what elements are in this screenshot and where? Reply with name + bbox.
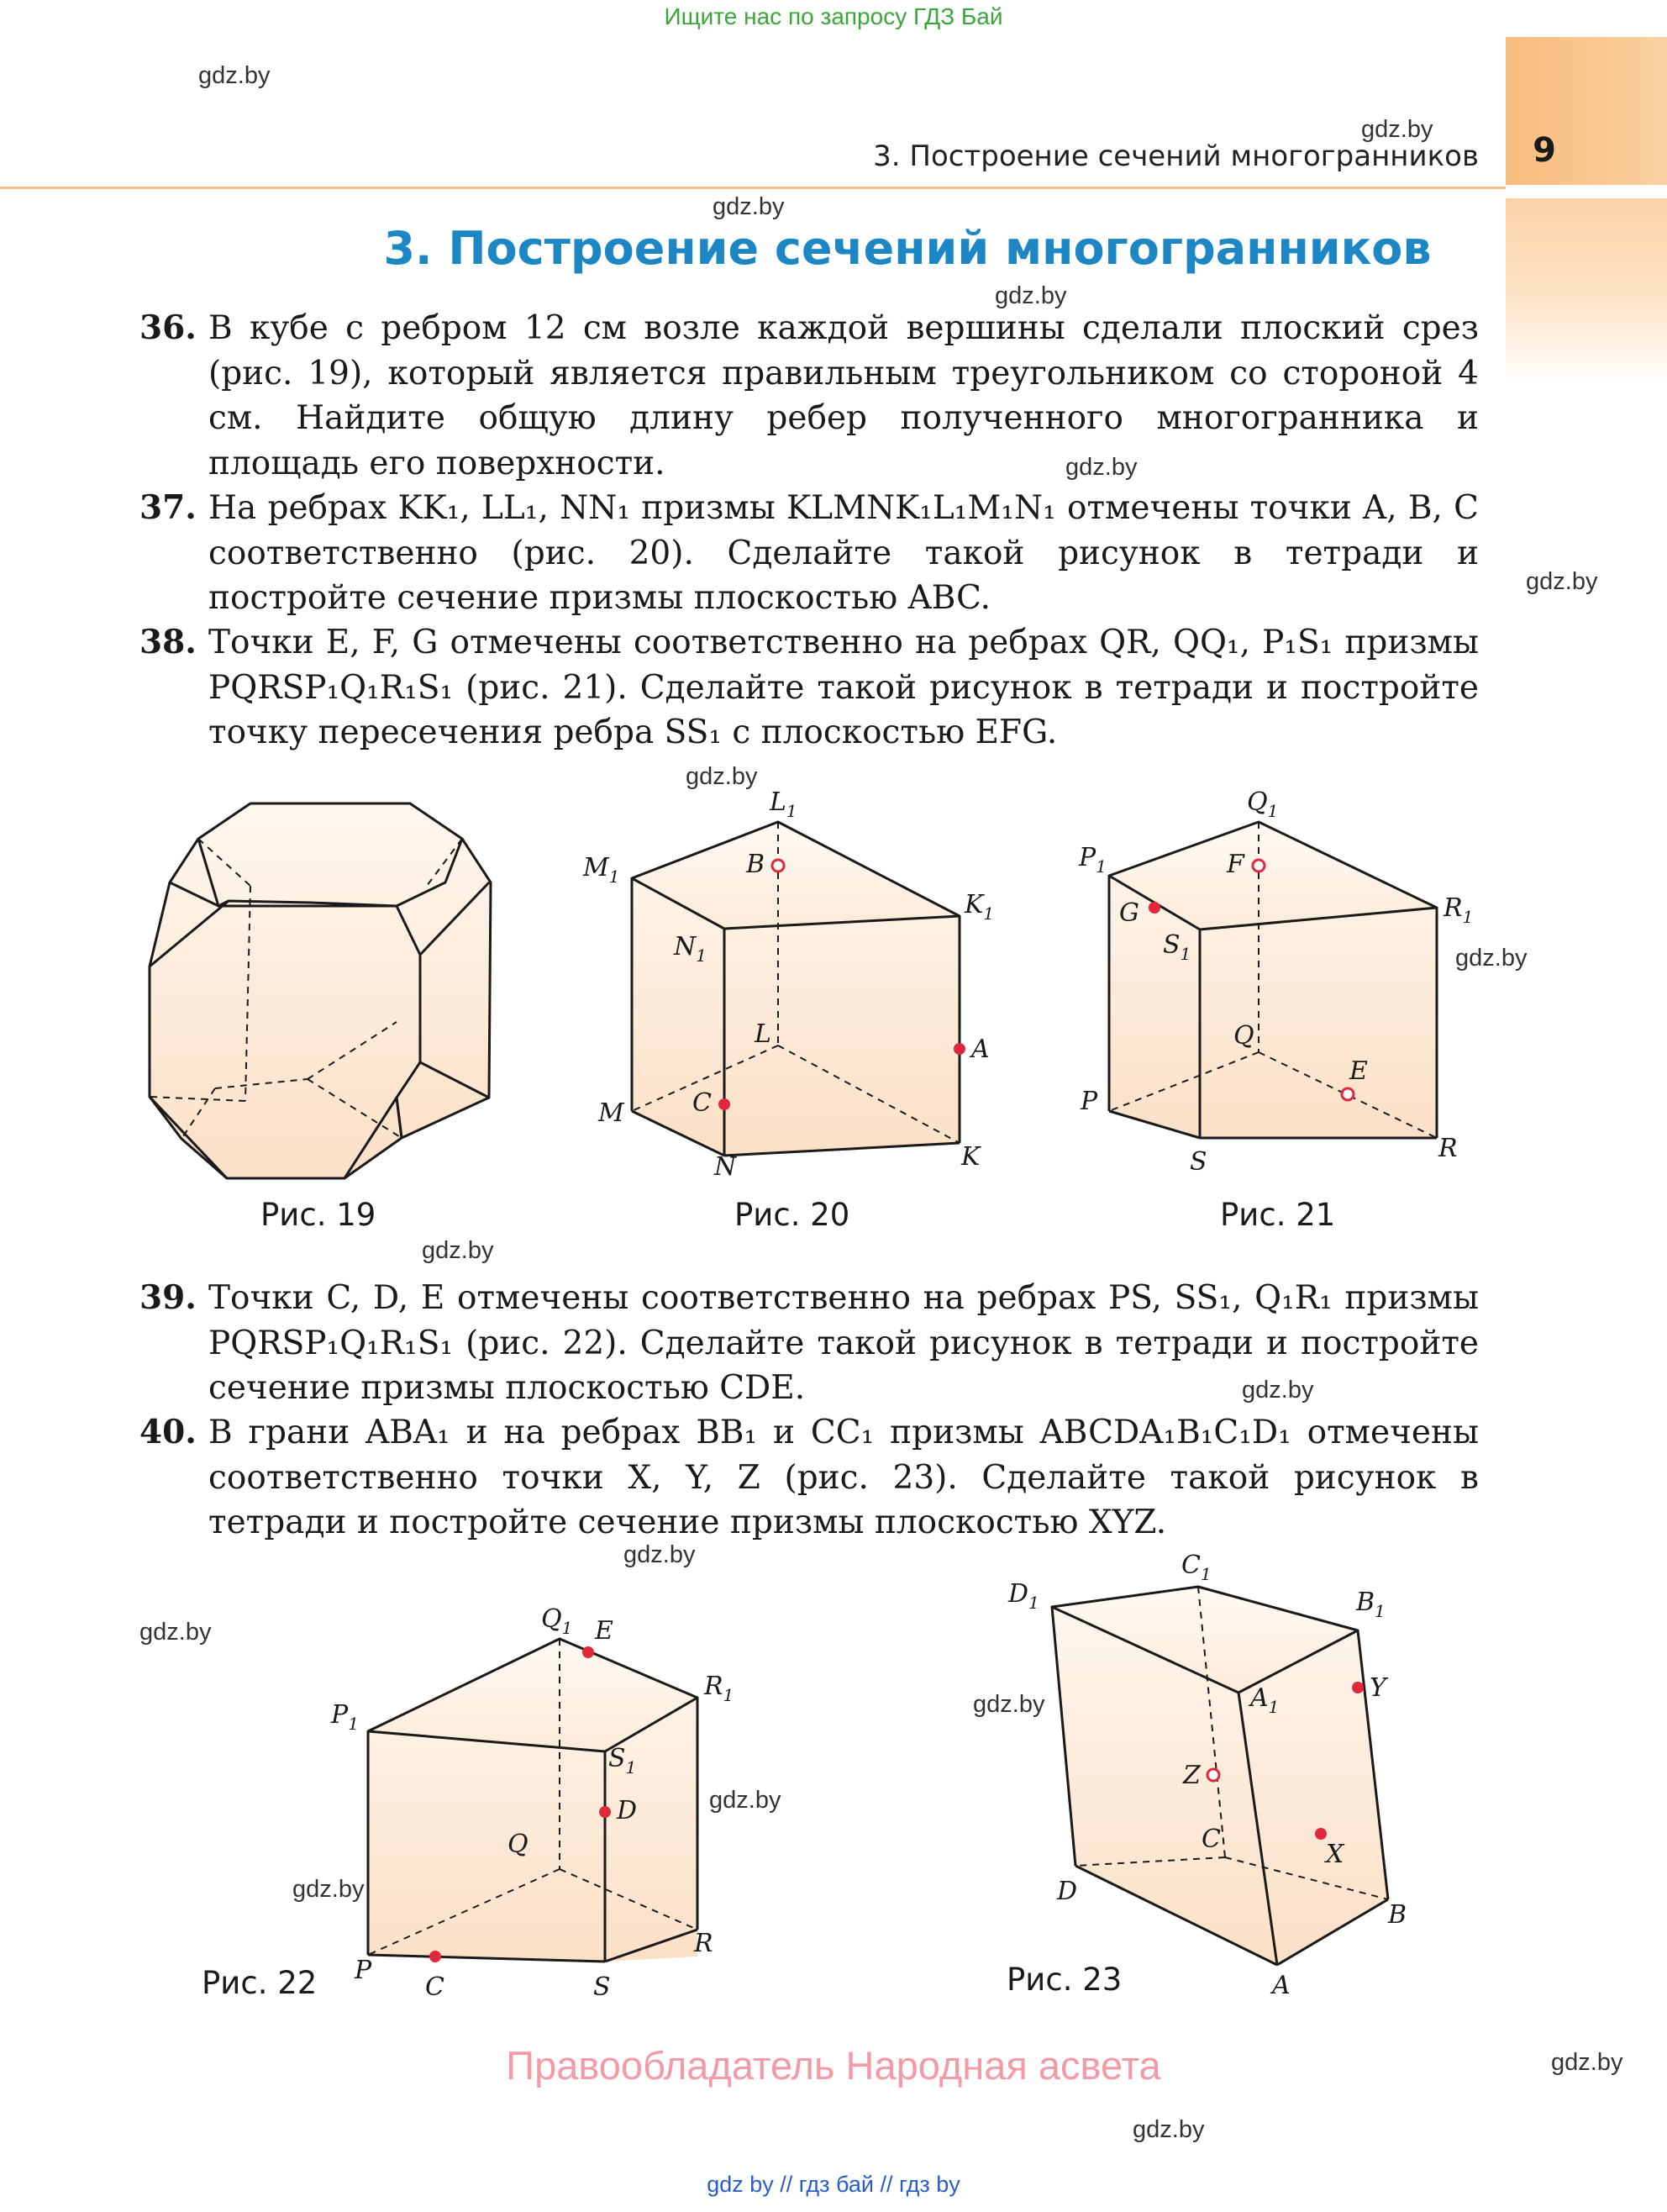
problem-text: На ребрах KK₁, LL₁, NN₁ призмы KLMNK₁L₁M₁N₁ отмечены точки A, B, C соответственно (рис. 20). Сделайте такой рисунок в тетради и постройте сечение призмы плоскостью ABC.: [208, 489, 1479, 617]
point-b: [772, 860, 784, 872]
problem-40: [139, 1410, 1479, 1546]
label-c: C: [692, 1088, 712, 1118]
watermark: gdz.by: [198, 62, 271, 89]
point-f: [1253, 860, 1265, 872]
label-r1: $R_1$: [704, 1672, 734, 1705]
label-f: F: [1227, 850, 1244, 879]
label-p1: $P_1$: [331, 1700, 359, 1734]
problem-number: 37.: [139, 488, 197, 527]
watermark: gdz.by: [623, 1541, 696, 1568]
label-a1: $A_1$: [1250, 1683, 1280, 1717]
label-a: A: [971, 1035, 990, 1064]
label-d: D: [617, 1796, 638, 1825]
fig21-caption: Рис. 21: [1220, 1197, 1336, 1233]
section-title: 3. Построение сечений многогранников: [383, 222, 1432, 275]
bottom-links[interactable]: gdz by // гдз бай // гдз by: [707, 2172, 960, 2197]
label-q1: $Q_1$: [1247, 787, 1279, 821]
label-g: G: [1119, 898, 1139, 928]
label-d: D: [1057, 1877, 1078, 1906]
watermark: gdz.by: [422, 1237, 494, 1264]
watermark: gdz.by: [1455, 945, 1528, 972]
label-c: C: [425, 1972, 444, 2002]
label-q1: $Q_1$: [541, 1604, 573, 1638]
watermark: gdz.by: [1361, 116, 1433, 143]
label-r1: $R_1$: [1444, 893, 1474, 927]
label-m1: $M_1$: [583, 853, 620, 887]
problem-number: 39.: [139, 1278, 197, 1317]
figure-19: [143, 798, 513, 1185]
watermark: gdz.by: [1242, 1377, 1314, 1404]
label-a: A: [1272, 1971, 1291, 2000]
label-q: Q: [1233, 1021, 1254, 1051]
problem-37: [139, 486, 1479, 621]
page-number: 9: [1533, 131, 1556, 170]
point-e: [582, 1646, 594, 1658]
figure-22: [328, 1597, 765, 2017]
problem-text: В кубе с ребром 12 см возле каждой вершины сделали плоский срез (рис. 19), который является правильным треугольником со стороной 4 см. Найдите общую длину ребер полученного многогранника и площадь его поверхности.: [208, 309, 1479, 482]
point-a: [954, 1043, 965, 1055]
watermark: gdz.by: [139, 1619, 212, 1646]
problem-number: 36.: [139, 308, 197, 347]
top-banner: Ищите нас по запросу ГДЗ Бай: [664, 3, 1003, 29]
label-b: B: [746, 850, 765, 879]
fig23-caption: Рис. 23: [1007, 1962, 1123, 1998]
point-z: [1207, 1769, 1219, 1781]
watermark: gdz.by: [713, 193, 785, 220]
problem-text: Точки E, F, G отмечены соответственно на ребрах QR, QQ₁, P₁S₁ призмы PQRSP₁Q₁R₁S₁ (рис. 21). Сделайте такой рисунок в тетради и постройте точку пересечения ребра SS₁ с плоскостью EFG.: [208, 624, 1479, 751]
label-b: B: [1388, 1900, 1407, 1930]
figure-20: [580, 782, 1017, 1185]
label-q: Q: [507, 1830, 528, 1859]
label-l1: $L_1$: [770, 787, 797, 821]
header-rule: [0, 187, 1506, 189]
label-x: X: [1326, 1840, 1344, 1869]
label-l: L: [755, 1019, 771, 1049]
label-s1: $S_1$: [608, 1744, 637, 1778]
copyright-footer: Правообладатель Народная асвета: [506, 2043, 1161, 2088]
problem-number: 40.: [139, 1413, 197, 1451]
label-e: E: [1349, 1056, 1368, 1086]
point-g: [1149, 902, 1160, 914]
figure-23: [991, 1546, 1428, 2017]
fig22-caption: Рис. 22: [202, 1965, 318, 2001]
label-c: C: [1202, 1825, 1221, 1854]
watermark: gdz.by: [1133, 2116, 1205, 2143]
label-k: K: [961, 1142, 981, 1172]
watermark: gdz.by: [686, 763, 758, 790]
problem-36: [139, 306, 1479, 486]
watermark: gdz.by: [995, 282, 1067, 309]
label-b1: $B_1$: [1356, 1588, 1386, 1621]
watermark: gdz.by: [973, 1691, 1045, 1718]
problem-text: В грани ABA₁ и на ребрах BB₁ и CC₁ призмы ABCDA₁B₁C₁D₁ отмечены соответственно точки X, Y, Z (рис. 23). Сделайте такой рисунок в тетради и постройте сечение призмы плоскостью XYZ.: [208, 1414, 1479, 1541]
watermark: gdz.by: [1526, 568, 1598, 595]
label-s: S: [1190, 1147, 1207, 1177]
point-c: [429, 1951, 441, 1962]
label-d1: $D_1$: [1008, 1579, 1039, 1613]
label-m: M: [598, 1098, 624, 1128]
label-n: N: [714, 1152, 737, 1182]
problem-39: [139, 1276, 1479, 1411]
label-c1: $C_1$: [1181, 1551, 1212, 1584]
fig19-caption: Рис. 19: [260, 1197, 376, 1233]
point-c: [718, 1098, 730, 1110]
label-r: R: [1438, 1134, 1458, 1163]
point-e: [1342, 1088, 1354, 1100]
label-z: Z: [1183, 1761, 1201, 1790]
label-y: Y: [1370, 1673, 1386, 1703]
fig20-caption: Рис. 20: [734, 1197, 850, 1233]
label-k1: $K_1$: [965, 890, 995, 924]
label-p: P: [355, 1956, 372, 1985]
label-e: E: [595, 1616, 613, 1646]
figure-21: [1075, 782, 1479, 1185]
point-d: [599, 1806, 611, 1818]
point-y: [1352, 1682, 1364, 1693]
problem-38: [139, 620, 1479, 756]
label-p: P: [1081, 1087, 1098, 1116]
watermark: gdz.by: [709, 1787, 781, 1814]
label-p1: $P_1$: [1079, 843, 1107, 877]
problem-text: Точки C, D, E отмечены соответственно на ребрах PS, SS₁, Q₁R₁ призмы PQRSP₁Q₁R₁S₁ (рис. 22). Сделайте такой рисунок в тетради и постройте сечение призмы плоскостью CDE.: [208, 1279, 1479, 1407]
label-s: S: [593, 1972, 611, 2002]
running-header: 3. Построение сечений многогранников: [873, 140, 1479, 173]
watermark: gdz.by: [292, 1876, 365, 1903]
label-r: R: [694, 1929, 713, 1958]
problem-number: 38.: [139, 623, 197, 661]
fig19-body: [150, 803, 491, 1178]
point-x: [1315, 1828, 1327, 1840]
label-n1: $N_1$: [674, 932, 707, 966]
watermark: gdz.by: [1551, 2049, 1623, 2076]
watermark: gdz.by: [1065, 454, 1138, 481]
label-s1: $S_1$: [1163, 930, 1191, 964]
